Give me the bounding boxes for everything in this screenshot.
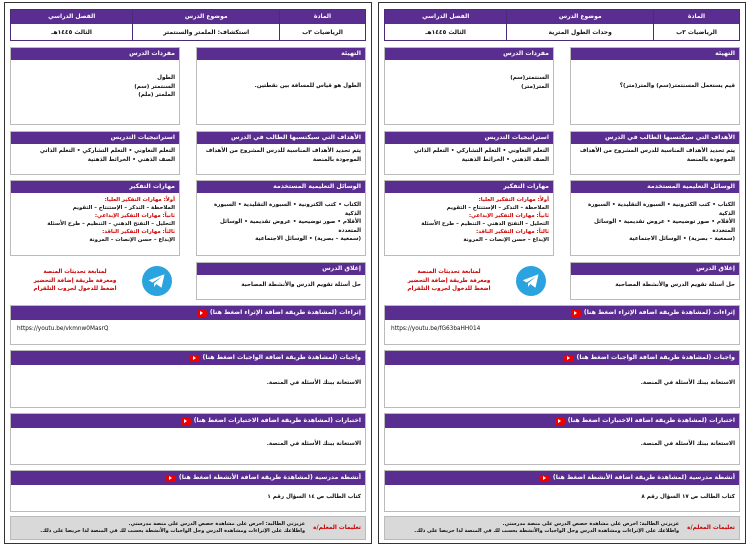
intro-text: قيم يستعمل المسنتمتر(سم) والمتر(متر)؟ [619,83,735,89]
intro-box [196,47,366,125]
activities-text: كتاب الطالب ص ١٤ السؤال رقم ١ [267,494,361,500]
goals-text: يتم تحديد الأهداف المناسبة للدرس المشروح من الأهداف الموجودة بالمنصة [579,148,735,163]
tests-box [384,413,740,465]
tests-bar[interactable] [11,414,365,428]
intro-title: التهيئة [571,48,739,60]
homework-text: الاستعانة ببنك الأسئلة في المنصة. [640,380,735,386]
skill-line: الملاحظة – التذكر – الإستنتاج – التقويم [446,205,549,211]
vocab-item: الملمتر (ملم) [138,92,175,98]
notes-label: تعليمات المعلم/ة [313,525,361,531]
term-label: الفصل الدراسي [385,10,506,24]
homework-title[interactable]: واجبات (لمشاهدة طريقة اضافة الواجبات اضغط هنا) [202,354,361,361]
strategies-box [10,131,180,175]
telegram-promo[interactable] [10,262,180,300]
youtube-icon[interactable] [166,475,176,482]
strategy-line: التعلم التعاوني • التعلم التشاركي • التعلم الذاتي [39,148,175,154]
tests-box [10,413,366,465]
vocab-title: مفردات الدرس [385,48,553,60]
youtube-icon[interactable] [190,355,200,362]
notes-text [40,521,305,535]
topic-column [506,10,653,40]
homework-bar[interactable] [385,351,739,365]
goals-title: الأهداف التي سيكتسبها الطالب في الدرس [197,132,365,144]
skills-box [384,180,554,256]
skills-list [385,193,553,247]
notes-text [414,521,679,535]
strategy-line: الصف الذهني • الخرائط الذهنية [87,156,175,163]
skill-line: التحليل – التفتح الذهني – التنظيم – طرح الأسئلة [47,221,175,227]
telegram-promo[interactable] [384,262,554,300]
intro-title: التهيئة [197,48,365,60]
note-line: عزيزتي الطالبة: احرص على مشاهدة حصص الدرس على منصة مدرستي. [128,521,306,527]
media-line: (سمعية – بصرية) • الوسائل الاجتماعية [629,236,735,242]
tests-title[interactable]: اختبارات (لمشاهدة طريقة اضافة الاختبارات اضغط هنا) [567,417,735,424]
tests-title[interactable]: اختبارات (لمشاهدة طريقة اضافة الاختبارات اضغط هنا) [193,417,361,424]
homework-box [10,350,366,408]
vocab-item: السنتمتر(سم) [510,75,549,81]
note-line: واطلاعك على الإثراءات ومشاهدة الدرس وحل الواجبات والأنشطة يحسب لك في المنصة لذا حريصا على ذلك. [414,528,680,534]
subject-column [653,10,739,40]
enrichment-bar[interactable] [385,306,739,320]
enrichment-box [10,305,366,345]
youtube-icon[interactable] [181,418,191,425]
enrichment-box [384,305,740,345]
goals-box [196,131,366,175]
promo-line: اضغط للدخول لجروب التلقرام [33,286,117,293]
media-line: الأقلام • صور توضيحية • عروض تقديمية • الوسائل المتعددة [220,219,361,234]
enrichment-url[interactable]: https://youtu.be/fG63baHH014 [391,326,481,332]
strategies-list [385,144,553,167]
youtube-icon[interactable] [571,310,581,317]
enrichment-bar[interactable] [11,306,365,320]
skills-box [10,180,180,256]
strategies-title: استراتيجيات التدريس [385,132,553,144]
intro-text: الطول هو قياس للمسافة بين نقطتين. [254,83,361,89]
lesson-header [384,9,740,41]
strategy-line: الصف الذهني • الخرائط الذهنية [461,156,549,163]
promo-line: اضغط للدخول لجروب التلقرام [407,286,491,293]
media-list [571,193,739,247]
skill-line: ثانياً: مهارات التفكير الإبداعي: [94,213,175,219]
enrichment-title[interactable]: إثراءات (لمشاهدة طريقة اضافة الإثراء اضغط هنا) [209,309,361,316]
closing-title: إغلاق الدرس [571,263,739,275]
term-column [385,10,506,40]
skill-line: التحليل – التفتح الذهني – التنظيم – طرح الأسئلة [421,221,549,227]
strategies-list [11,144,179,167]
homework-bar[interactable] [11,351,365,365]
subject-value: الرياضيات ٣ب [676,28,717,36]
activities-bar[interactable] [11,471,365,485]
youtube-icon[interactable] [540,475,550,482]
enrichment-url[interactable]: https://youtu.be/vkmnw0MasrQ [17,326,109,332]
teacher-notes [10,516,366,540]
homework-title[interactable]: واجبات (لمشاهدة طريقة اضافة الواجبات اضغط هنا) [576,354,735,361]
topic-column [132,10,279,40]
vocab-title: مفردات الدرس [11,48,179,60]
lesson-header [10,9,366,41]
media-box [570,180,740,256]
promo-line: ومعرفة طريقة إضافة التحضير [407,277,491,284]
skill-line: الإبداع – حسن الإنصات – المرونة [463,237,549,243]
media-title: الوسائل التعليمية المستخدمة [571,181,739,193]
activities-title[interactable]: أنشطة مدرسية (لمشاهدة طريقة اضافة الأنشطة اضغط هنا) [552,474,735,481]
activities-bar[interactable] [385,471,739,485]
lesson-plan-page [4,2,372,544]
tests-text: الاستعانة ببنك الأسئلة في المنصة. [640,441,735,447]
goals-text: يتم تحديد الأهداف المناسبة للدرس المشروح من الأهداف الموجودة بالمنصة [205,148,361,163]
note-line: واطلاعك على الإثراءات ومشاهدة الدرس وحل الواجبات والأنشطة يحسب لك في المنصة لذا حريصا على ذلك. [40,528,306,534]
lesson-plan-page [378,2,746,544]
term-value: الثالث ١٤٤٥هـ [425,28,466,36]
telegram-icon[interactable] [516,266,546,296]
vocab-item: المتر(متر) [521,83,549,90]
topic-value: استكشاف: الملمتر والسنتمتر [163,28,250,36]
skill-line: الملاحظة – التذكر – الإستنتاج – التقويم [72,205,175,211]
homework-box [384,350,740,408]
media-title: الوسائل التعليمية المستخدمة [197,181,365,193]
teacher-notes [384,516,740,540]
term-label: الفصل الدراسي [11,10,132,24]
topic-label: موضوع الدرس [507,10,653,24]
skills-list [11,193,179,247]
skill-line: الإبداع – حسن الإنصات – المرونة [89,237,175,243]
vocab-list [385,60,553,94]
telegram-icon[interactable] [142,266,172,296]
intro-box [570,47,740,125]
youtube-icon[interactable] [197,310,207,317]
media-list [197,193,365,247]
closing-text: حل أسئلة تقويم الدرس والأنشطة المصاحبة [241,282,361,288]
activities-text: كتاب الطالب ص ١٧ السؤال رقم ٨ [641,494,735,500]
strategies-box [384,131,554,175]
promo-line: ومعرفة طريقة إضافة التحضير [33,277,117,284]
vocab-list [11,60,179,103]
subject-label: المادة [280,10,365,24]
youtube-icon[interactable] [555,418,565,425]
activities-box [384,470,740,512]
tests-bar[interactable] [385,414,739,428]
strategies-title: استراتيجيات التدريس [11,132,179,144]
closing-box [196,262,366,300]
tests-text: الاستعانة ببنك الأسئلة في المنصة. [266,441,361,447]
skill-line: أولاً: مهارات التفكير العليا: [104,197,175,203]
term-column [11,10,132,40]
subject-label: المادة [654,10,739,24]
youtube-icon[interactable] [564,355,574,362]
promo-line: لمتابعة تحديثات المنصة [43,269,107,276]
media-box [196,180,366,256]
skills-title: مهارات التفكير [385,181,553,193]
vocab-box [10,47,180,125]
skill-line: ثالثاً: مهارات التفكير الناقد: [476,229,549,235]
telegram-promo-text[interactable] [18,268,132,294]
media-line: (سمعية – بصرية) • الوسائل الاجتماعية [255,236,361,242]
skill-line: ثانياً: مهارات التفكير الإبداعي: [468,213,549,219]
note-line: عزيزتي الطالبة: احرص على مشاهدة حصص الدرس على منصة مدرستي. [502,521,680,527]
subject-column [279,10,365,40]
closing-box [570,262,740,300]
activities-box [10,470,366,512]
telegram-promo-text[interactable] [392,268,506,294]
homework-text: الاستعانة ببنك الأسئلة في المنصة. [266,380,361,386]
goals-title: الأهداف التي سيكتسبها الطالب في الدرس [571,132,739,144]
strategy-line: التعلم التعاوني • التعلم التشاركي • التعلم الذاتي [413,148,549,154]
closing-text: حل أسئلة تقويم الدرس والأنشطة المصاحبة [615,282,735,288]
vocab-box [384,47,554,125]
skill-line: ثالثاً: مهارات التفكير الناقد: [102,229,175,235]
topic-label: موضوع الدرس [133,10,279,24]
vocab-item: الطول [157,75,175,81]
closing-title: إغلاق الدرس [197,263,365,275]
skill-line: أولاً: مهارات التفكير العليا: [478,197,549,203]
vocab-item: السنتمتر (سم) [134,83,175,90]
topic-value: وحدات الطول المترية [548,28,612,36]
activities-title[interactable]: أنشطة مدرسية (لمشاهدة طريقة اضافة الأنشطة اضغط هنا) [178,474,361,481]
media-line: الكتاب • كتب الكترونية • السبورة التقليدية • السبورة الذكية [214,202,361,217]
term-value: الثالث ١٤٤٥هـ [51,28,92,36]
subject-value: الرياضيات ٣ب [302,28,343,36]
promo-line: لمتابعة تحديثات المنصة [417,269,481,276]
goals-box [570,131,740,175]
media-line: الأقلام • صور توضيحية • عروض تقديمية • الوسائل المتعددة [594,219,735,234]
enrichment-title[interactable]: إثراءات (لمشاهدة طريقة اضافة الإثراء اضغط هنا) [583,309,735,316]
skills-title: مهارات التفكير [11,181,179,193]
media-line: الكتاب • كتب الكترونية • السبورة التقليدية • السبورة الذكية [588,202,735,217]
notes-label: تعليمات المعلم/ة [687,525,735,531]
